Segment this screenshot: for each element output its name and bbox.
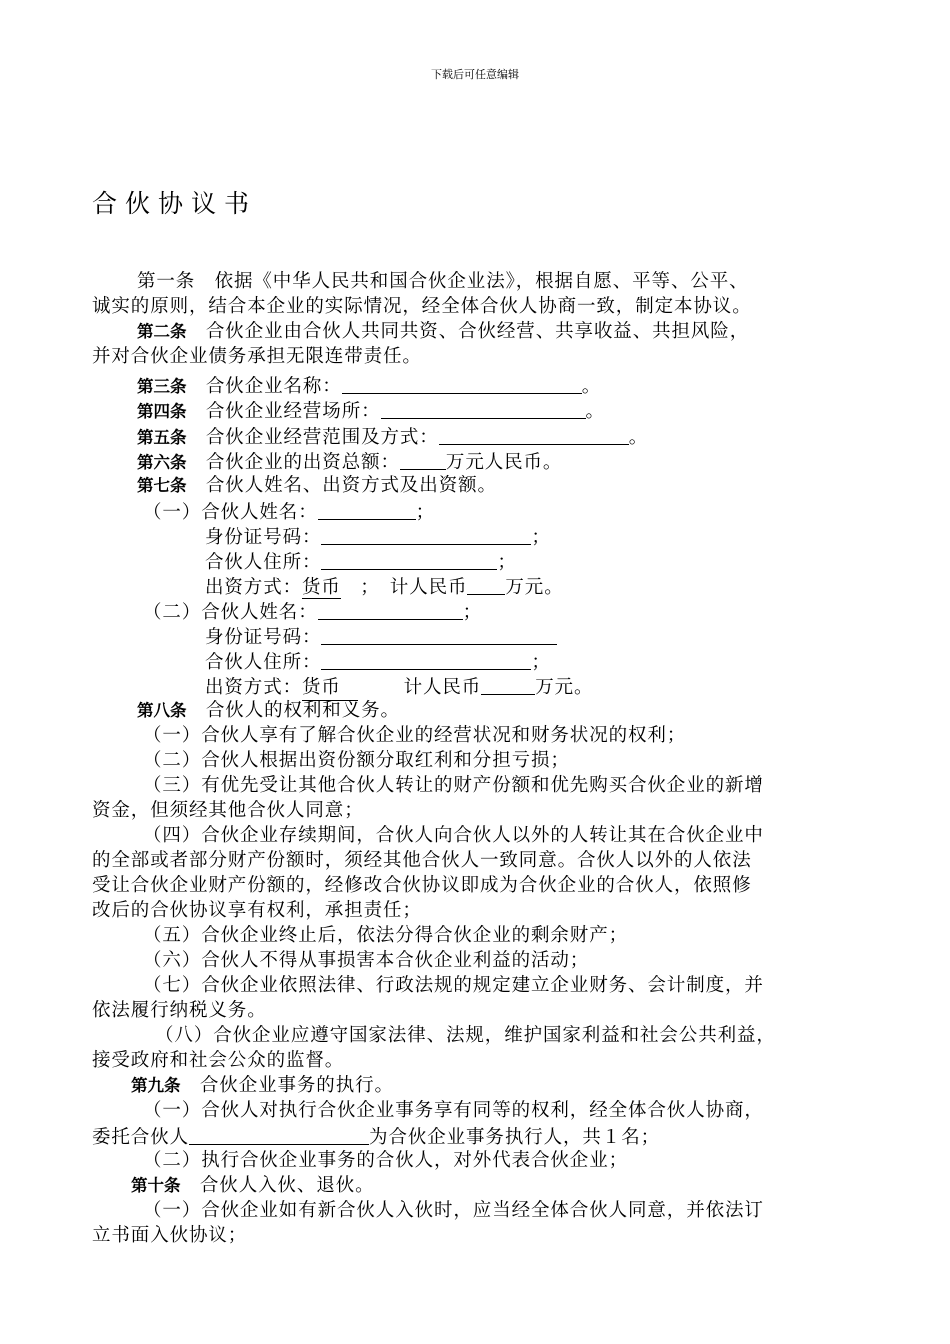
partner-1-unit: 万元。 [505,577,564,598]
partner-2-number: （二） [143,602,202,623]
article-9-item-2: （二）执行合伙企业事务的合伙人，对外代表合伙企业； [143,1150,629,1171]
article-10-text: 合伙人入伙、退伙。 [199,1175,375,1196]
partner-1-address-label: 合伙人住所： [205,552,322,573]
article-8-item-7-cont: 依法履行纳税义务。 [92,1000,267,1021]
business-scope-blank [439,424,629,445]
partner-2-method-label: 出资方式： [205,677,303,698]
article-3-text: 合伙企业名称： [205,376,342,397]
article-8-item-6: （六）合伙人不得从事损害本合伙企业利益的活动； [143,950,590,971]
article-10-item-1-cont: 立书面入伙协议； [92,1225,248,1246]
partner-2-amount-blank [481,674,535,695]
article-1-line-2: 诚实的原则，结合本企业的实际情况，经全体合伙人协商一致，制定本协议。 [92,296,752,317]
document-title: 合伙协议书 [92,189,258,218]
partner-2-method-value: 货币 [302,676,358,701]
article-10-item-1: （一）合伙企业如有新合伙人入伙时，应当经全体合伙人同意，并依法订 [143,1200,764,1221]
article-8-item-4-cont-2: 受让合伙企业财产份额的，经修改合伙协议即成为合伙企业的合伙人，依照修 [92,875,752,896]
partner-2-name-blank [318,599,463,620]
partner-1-separator: ； [360,577,371,598]
partner-1-name-blank [318,499,416,520]
partner-1-id-line [205,524,551,550]
partner-1-address-line [205,549,517,575]
partner-1-name-line [143,499,435,525]
partner-1-name-semicolon: ； [415,502,436,523]
article-4-line [137,398,605,424]
article-8-item-2: （二）合伙人根据出资份额分取红利和分担亏损； [143,750,570,771]
article-5-end: 。 [628,427,649,448]
article-2-text: 合伙企业由合伙人共同共资、合伙经营、共享收益、共担风险， [205,321,750,342]
article-3-label: 第三条 [137,377,187,396]
partner-2-name-label: 合伙人姓名： [201,602,318,623]
partner-2-address-line [205,649,551,675]
article-8-item-1: （一）合伙人享有了解合伙企业的经营状况和财务状况的权利； [143,725,687,746]
partner-2-contribution-line [205,674,593,701]
partner-1-method-label: 出资方式： [205,577,303,598]
article-7-label: 第七条 [137,476,187,495]
executive-partner-suffix: 为合伙企业事务执行人，共１名； [369,1127,661,1148]
article-8-item-8: （八）合伙企业应遵守国家法律、法规，维护国家利益和社会公共利益， [155,1025,776,1046]
article-8-label: 第八条 [137,701,187,720]
partner-1-amount-label: 计人民币 [389,577,468,598]
partner-2-name-line [143,599,482,625]
article-6-end: 万元人民币。 [445,452,563,473]
article-6-text: 合伙企业的出资总额： [205,452,400,473]
partner-2-id-label: 身份证号码： [205,627,322,648]
business-address-blank [381,398,586,419]
partner-1-contribution-line [205,574,564,600]
article-8-item-4-cont-3: 改后的合伙协议享有权利，承担责任； [92,900,422,921]
article-2-line-2: 并对合伙企业债务承担无限连带责任。 [92,346,422,367]
article-2-line-1 [137,320,749,344]
partner-2-amount-label: 计人民币 [403,677,482,698]
article-8-text: 合伙人的权利和义务。 [205,700,400,721]
partner-1-address-semicolon: ； [497,552,517,573]
partner-1-id-semicolon: ； [531,527,551,548]
article-1-line-1: 第一条 依据《中华人民共和国合伙企业法》，根据自愿、平等、公平、 [137,271,749,292]
partner-2-id-line [205,624,557,650]
partner-2-address-semicolon: ； [531,652,551,673]
partner-1-name-label: 合伙人姓名： [201,502,318,523]
article-9-line [131,1074,394,1098]
article-7-text: 合伙人姓名、出资方式及出资额。 [205,475,497,496]
article-10-label: 第十条 [131,1176,181,1195]
executive-partner-prefix: 委托合伙人 [92,1127,190,1148]
article-5-line [137,424,648,450]
partner-2-name-semicolon: ； [462,602,483,623]
partner-2-unit: 万元。 [535,677,594,698]
enterprise-name-blank [342,373,582,394]
article-3-end: 。 [581,376,602,397]
executive-partner-blank [189,1124,369,1145]
article-3-line [137,373,601,399]
article-8-item-4-cont-1: 的全部或者部分财产份额时，须经其他合伙人一致同意。合伙人以外的人依法 [92,850,752,871]
article-9-item-1-cont [92,1124,660,1150]
article-9-item-1: （一）合伙人对执行合伙企业事务享有同等的权利，经全体合伙人协商， [143,1100,764,1121]
article-4-label: 第四条 [137,402,187,421]
partner-2-address-blank [321,649,531,670]
partner-1-amount-blank [467,574,505,595]
article-4-text: 合伙企业经营场所： [205,401,381,422]
article-6-label: 第六条 [137,453,187,472]
article-8-item-7: （七）合伙企业依照法律、行政法规的规定建立企业财务、会计制度，并 [143,975,764,996]
article-8-item-5: （五）合伙企业终止后，依法分得合伙企业的剩余财产； [143,925,629,946]
total-capital-blank [400,449,446,470]
partner-1-number: （一） [143,502,202,523]
partner-1-method-value: 货币 [302,577,341,598]
article-8-item-3-cont: 资金，但须经其他合伙人同意； [92,800,364,821]
article-8-item-3: （三）有优先受让其他合伙人转让的财产份额和优先购买合伙企业的新增 [143,775,764,796]
article-9-text: 合伙企业事务的执行。 [199,1075,394,1096]
article-9-label: 第九条 [131,1076,181,1095]
article-8-line [137,699,400,723]
article-5-text: 合伙企业经营范围及方式： [205,427,439,448]
article-6-line [137,449,562,475]
article-4-end: 。 [585,401,605,422]
article-10-line [131,1174,375,1198]
article-2-label: 第二条 [137,322,187,341]
partner-2-id-blank [321,624,557,645]
partner-1-id-label: 身份证号码： [205,527,322,548]
partner-2-address-label: 合伙人住所： [205,652,322,673]
article-8-item-8-cont: 接受政府和社会公众的监督。 [92,1050,345,1071]
partner-1-id-blank [321,524,531,545]
article-8-item-4: （四）合伙企业存续期间，合伙人向合伙人以外的人转让其在合伙企业中 [143,825,764,846]
article-5-label: 第五条 [137,428,187,447]
article-7-line [137,474,497,498]
partner-1-address-blank [321,549,497,570]
page-header-note: 下载后可任意编辑 [431,68,519,81]
